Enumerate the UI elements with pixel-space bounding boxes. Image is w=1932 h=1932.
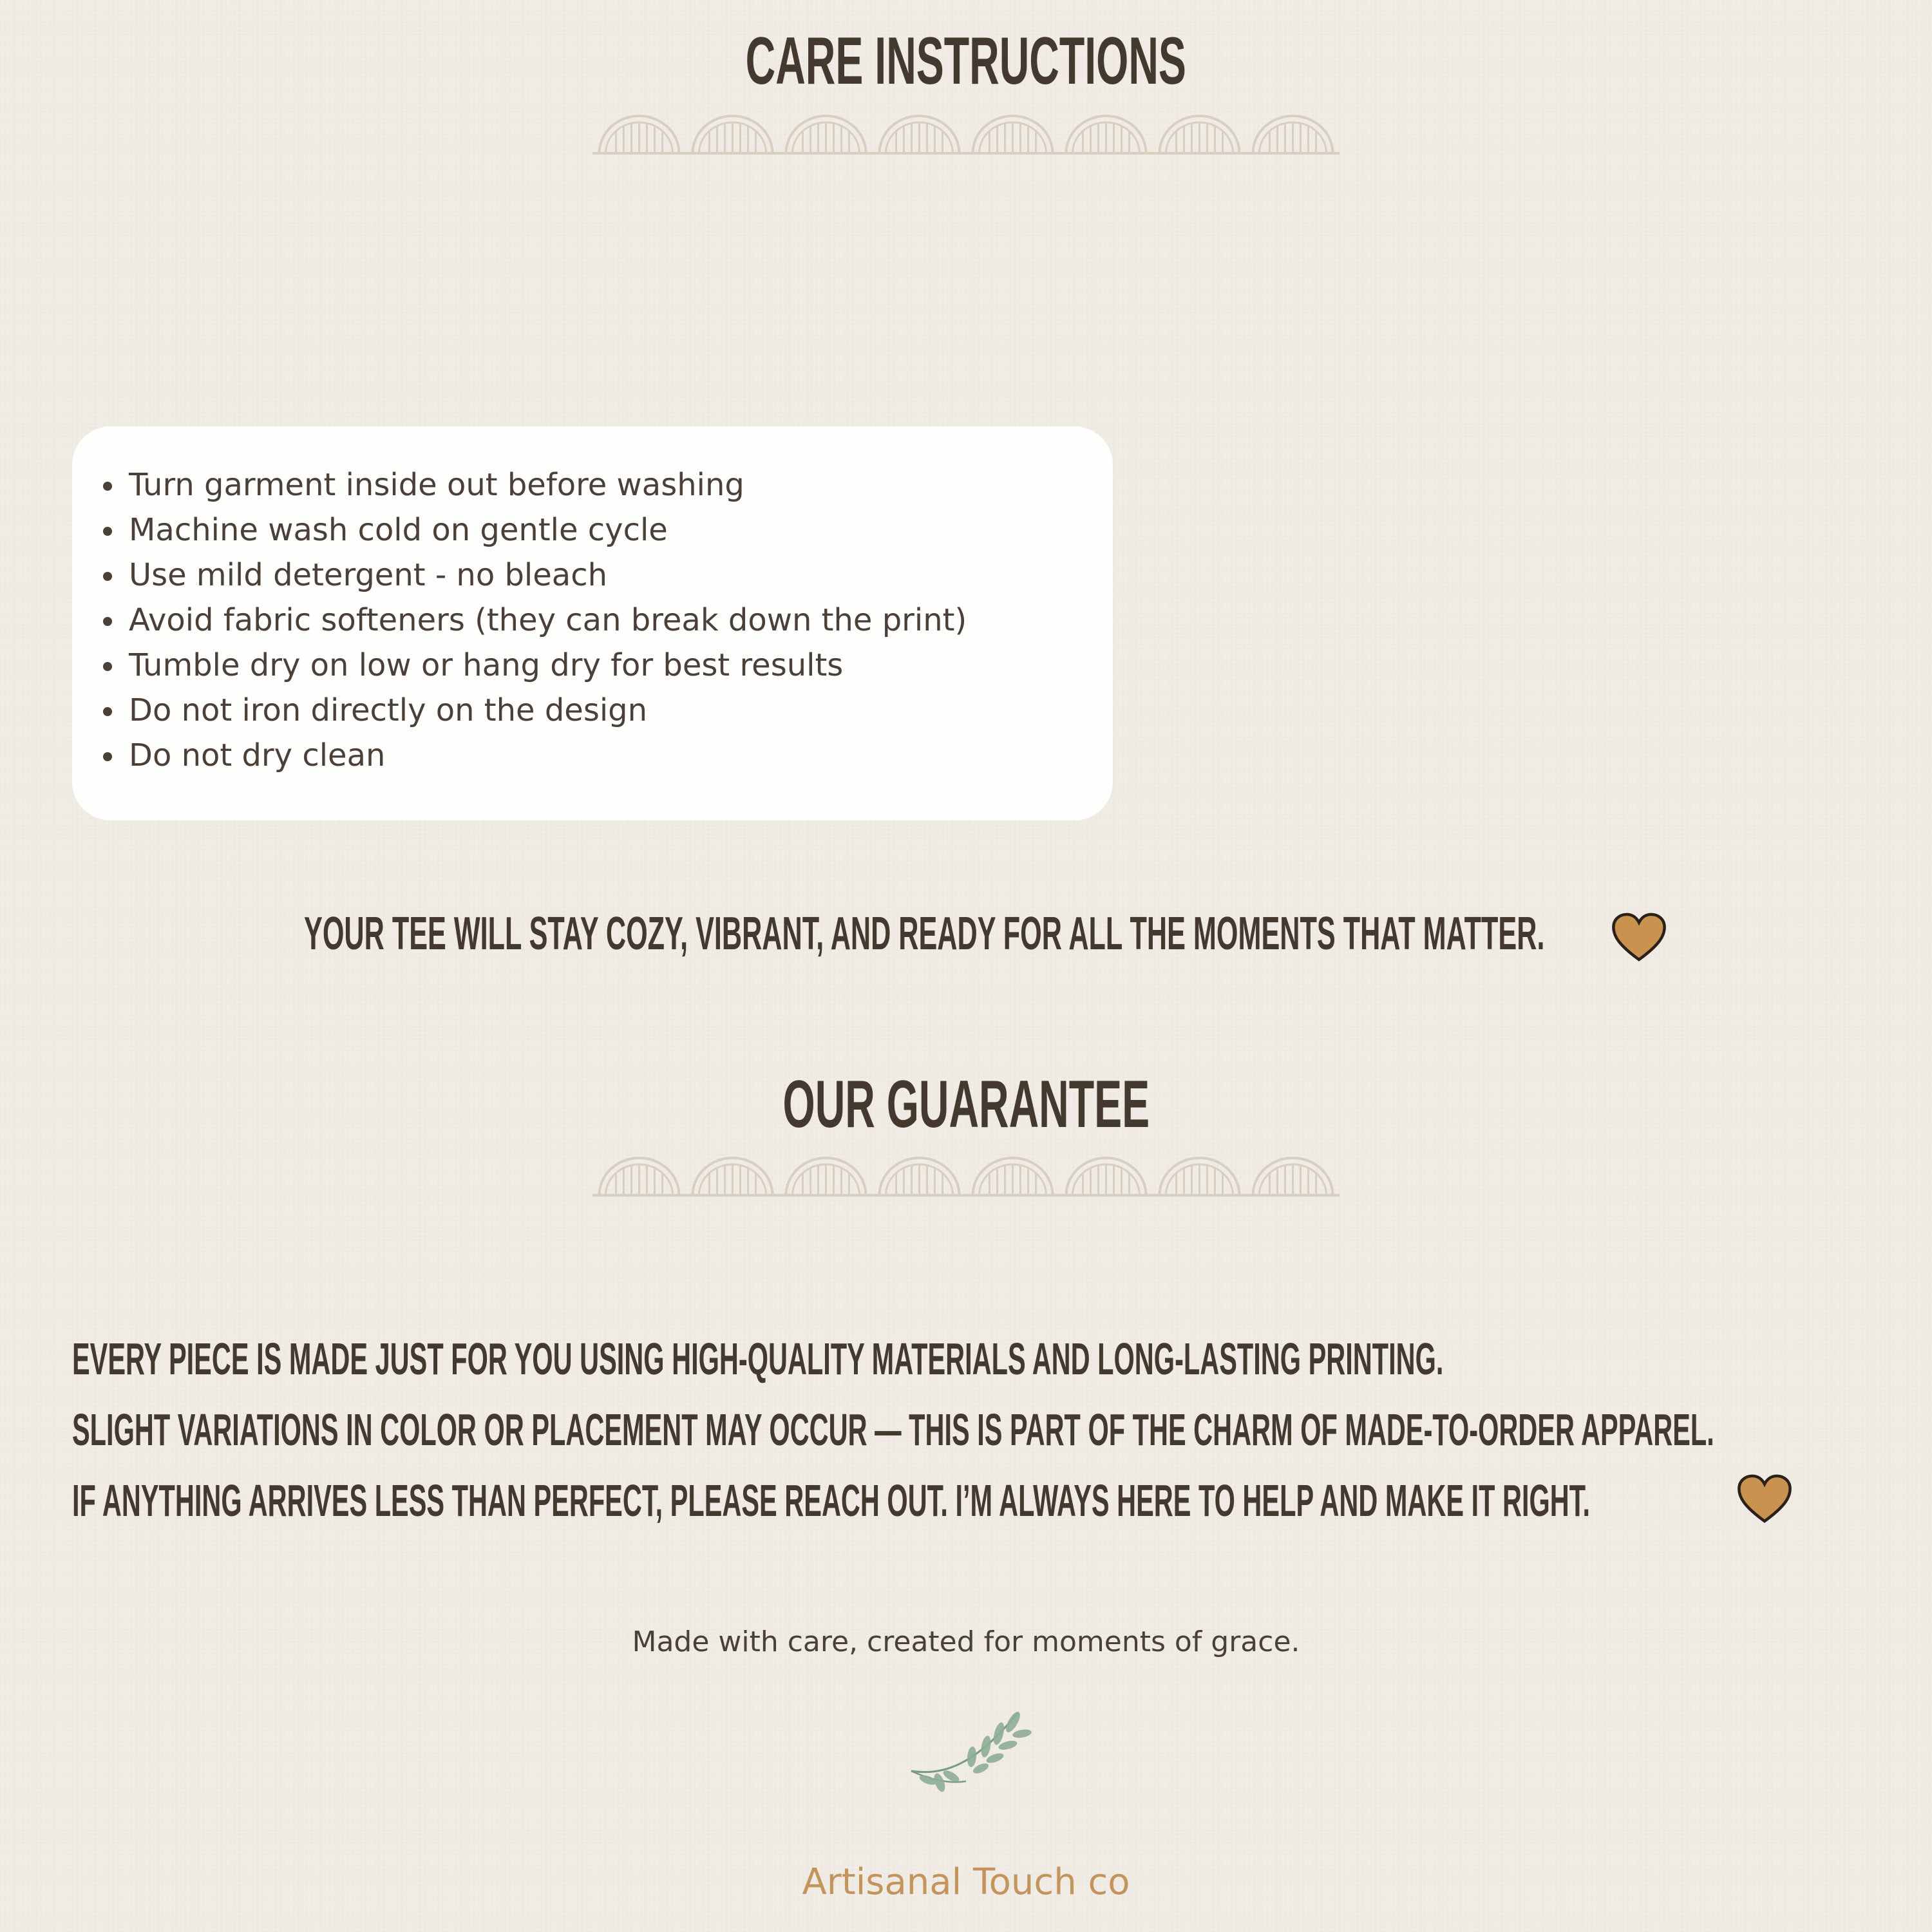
arch-shape bbox=[693, 1158, 773, 1195]
care-instructions-title-text: CARE INSTRUCTIONS bbox=[745, 24, 1187, 99]
arch-shape bbox=[880, 1158, 960, 1195]
arch-shape bbox=[1160, 116, 1240, 153]
arch-shape bbox=[973, 116, 1053, 153]
brand-name: Artisanal Touch co bbox=[802, 1861, 1130, 1903]
heart-icon bbox=[1736, 1472, 1794, 1525]
arch-shape bbox=[600, 1158, 679, 1195]
footer-tagline: Made with care, created for moments of grace. bbox=[632, 1625, 1300, 1658]
care-instructions-title bbox=[0, 26, 1932, 97]
care-closing-line bbox=[304, 908, 1932, 960]
leaf-sprig-icon bbox=[905, 1700, 1034, 1803]
care-item: Avoid fabric softeners (they can break down the print) bbox=[97, 598, 967, 643]
care-item: Machine wash cold on gentle cycle bbox=[97, 507, 967, 553]
guarantee-line bbox=[72, 1475, 1932, 1526]
guarantee-line-text: EVERY PIECE IS MADE JUST FOR YOU USING HIGH-QUALITY MATERIALS AND LONG-LASTING PRINTING. bbox=[72, 1334, 1444, 1384]
arch-shape bbox=[1066, 1158, 1146, 1195]
care-item: Tumble dry on low or hang dry for best results bbox=[97, 643, 967, 688]
guarantee-line-text: SLIGHT VARIATIONS IN COLOR OR PLACEMENT MAY OCCUR — THIS IS PART OF THE CHARM OF MADE-TO-ORDER APPAREL. bbox=[72, 1405, 1714, 1455]
arch-shape bbox=[600, 116, 679, 153]
our-guarantee-title bbox=[0, 1069, 1932, 1140]
guarantee-line-text: IF ANYTHING ARRIVES LESS THAN PERFECT, PLEASE REACH OUT. I’M ALWAYS HERE TO HELP AND MAKE IT RIGHT. bbox=[72, 1475, 1591, 1526]
care-item: Do not dry clean bbox=[97, 733, 967, 778]
arch-shape bbox=[1066, 116, 1146, 153]
arch-shape bbox=[1160, 1158, 1240, 1195]
our-guarantee-title-text: OUR GUARANTEE bbox=[782, 1067, 1150, 1142]
arch-shape bbox=[786, 1158, 866, 1195]
care-item: Turn garment inside out before washing bbox=[97, 462, 967, 507]
arch-shape bbox=[1253, 116, 1333, 153]
arch-shape bbox=[1253, 1158, 1333, 1195]
arch-shape bbox=[880, 116, 960, 153]
care-item: Use mild detergent - no bleach bbox=[97, 553, 967, 598]
heart-icon bbox=[1610, 911, 1668, 963]
guarantee-line bbox=[72, 1333, 1932, 1385]
care-closing-text: YOUR TEE WILL STAY COZY, VIBRANT, AND READY FOR ALL THE MOMENTS THAT MATTER. bbox=[304, 908, 1545, 960]
care-instructions-list bbox=[97, 462, 967, 778]
arch-divider-top bbox=[592, 111, 1340, 156]
arch-divider-bottom bbox=[592, 1153, 1340, 1198]
arch-shape bbox=[693, 116, 773, 153]
guarantee-line bbox=[72, 1404, 1932, 1455]
care-item: Do not iron directly on the design bbox=[97, 688, 967, 733]
arch-shape bbox=[973, 1158, 1053, 1195]
arch-shape bbox=[786, 116, 866, 153]
